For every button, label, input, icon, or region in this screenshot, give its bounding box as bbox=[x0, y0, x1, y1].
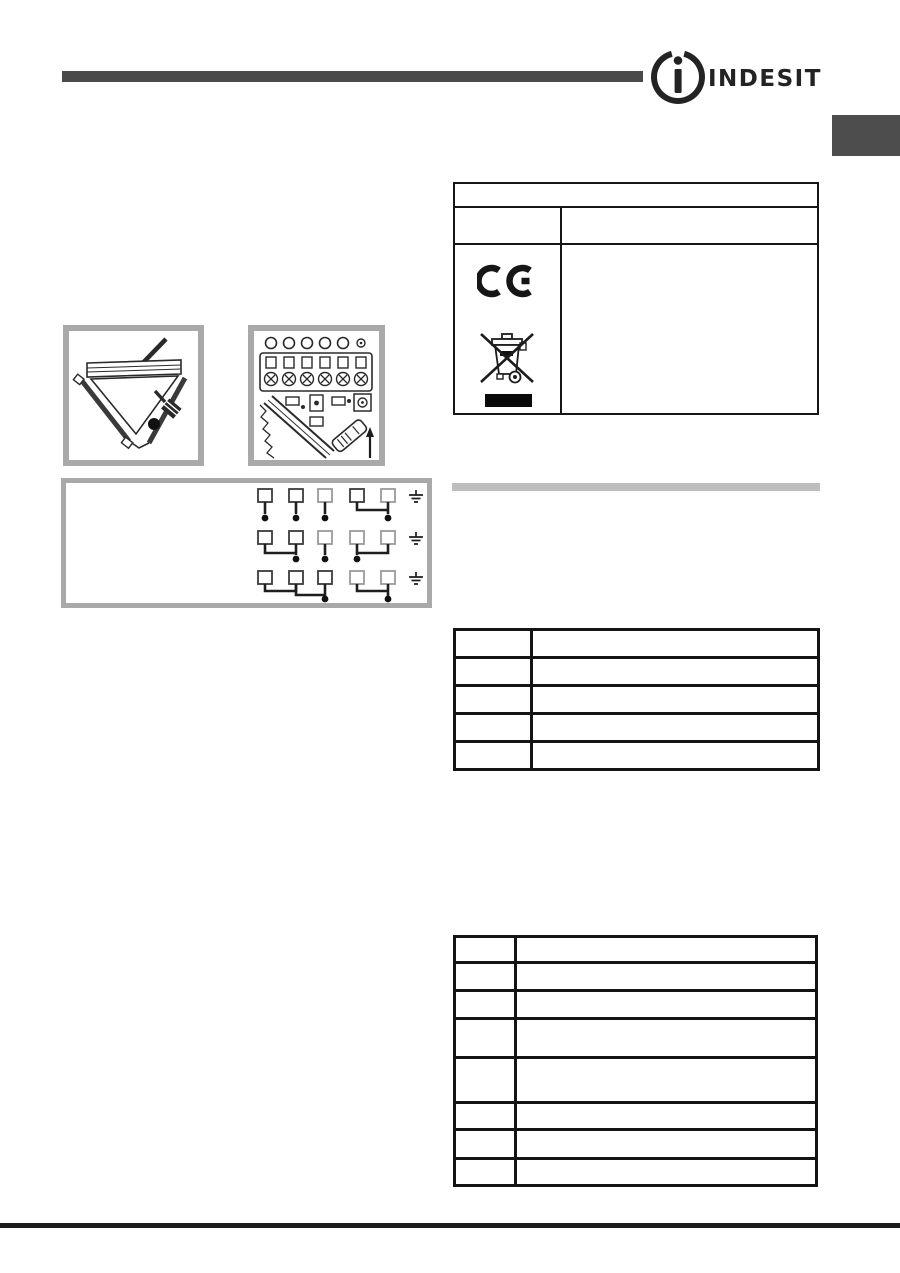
table-row bbox=[455, 1103, 817, 1130]
data-plate-symbol-cell bbox=[455, 245, 562, 413]
table-row bbox=[455, 1130, 817, 1159]
data-plate-row bbox=[455, 245, 817, 413]
figure-terminal-cover bbox=[63, 325, 204, 466]
page-corner-tab bbox=[832, 115, 900, 156]
table-cell bbox=[516, 1130, 817, 1159]
table-cell bbox=[455, 1019, 516, 1058]
torn-edge bbox=[260, 405, 274, 458]
table-row bbox=[455, 937, 817, 963]
table-row bbox=[455, 1058, 817, 1103]
table-cell bbox=[455, 686, 532, 714]
table-cell bbox=[516, 963, 817, 991]
table-row bbox=[455, 686, 819, 714]
table-cell bbox=[455, 1058, 516, 1103]
weee-black-bar bbox=[485, 394, 532, 407]
table-cell bbox=[455, 658, 532, 686]
table-row bbox=[455, 1159, 817, 1186]
jumper-links bbox=[286, 395, 345, 426]
table-cell bbox=[532, 714, 819, 742]
table-cell bbox=[516, 1159, 817, 1186]
table-cell bbox=[516, 1058, 817, 1103]
indesit-logo bbox=[648, 46, 843, 108]
table-cell bbox=[455, 742, 532, 770]
table-cell bbox=[516, 1103, 817, 1130]
wiring-diagram bbox=[66, 483, 427, 603]
table-cell bbox=[532, 630, 819, 658]
table-cell bbox=[455, 963, 516, 991]
data-plate-row bbox=[455, 208, 817, 245]
data-plate-table bbox=[453, 182, 819, 415]
data-plate-cell bbox=[562, 208, 817, 243]
terminal-board-drawing bbox=[254, 331, 379, 460]
brand-wordmark: INDESIT bbox=[708, 66, 822, 92]
earth-ground-icon bbox=[409, 490, 423, 584]
data-plate-cell bbox=[562, 245, 817, 413]
terminal-cover-drawing bbox=[69, 331, 198, 460]
table-cell bbox=[455, 714, 532, 742]
weee-crossed-bin-icon bbox=[474, 314, 542, 410]
section-heading-bar bbox=[452, 483, 820, 491]
table-cell bbox=[455, 1130, 516, 1159]
table-cell bbox=[455, 937, 516, 963]
data-plate-header-row bbox=[455, 184, 817, 208]
table-cell bbox=[532, 742, 819, 770]
table-row bbox=[455, 742, 819, 770]
table-row bbox=[455, 991, 817, 1019]
header-rule bbox=[62, 71, 643, 82]
table-row bbox=[455, 658, 819, 686]
table-cell bbox=[532, 658, 819, 686]
table-cell bbox=[532, 686, 819, 714]
table-cell bbox=[455, 991, 516, 1019]
wire-end-dots bbox=[262, 515, 392, 603]
table-cell bbox=[455, 630, 532, 658]
table-row bbox=[455, 630, 819, 658]
table-cell bbox=[516, 937, 817, 963]
cable-clamp bbox=[331, 418, 368, 453]
screw-hole-dot bbox=[148, 418, 160, 430]
table-cell bbox=[455, 1103, 516, 1130]
table-cell bbox=[516, 991, 817, 1019]
figure-terminal-board bbox=[248, 325, 385, 466]
table-row bbox=[455, 714, 819, 742]
spec-table-2 bbox=[453, 935, 818, 1187]
table-cell bbox=[455, 1159, 516, 1186]
spec-table-1 bbox=[453, 628, 820, 771]
table-row bbox=[455, 963, 817, 991]
footer-rule bbox=[0, 1223, 900, 1228]
data-plate-cell bbox=[455, 208, 562, 243]
table-cell bbox=[516, 1019, 817, 1058]
wiring-diagram-box bbox=[61, 478, 432, 608]
indesit-circle-i-logo-icon bbox=[648, 46, 843, 108]
table-row bbox=[455, 1019, 817, 1058]
ce-mark-icon bbox=[477, 258, 539, 305]
